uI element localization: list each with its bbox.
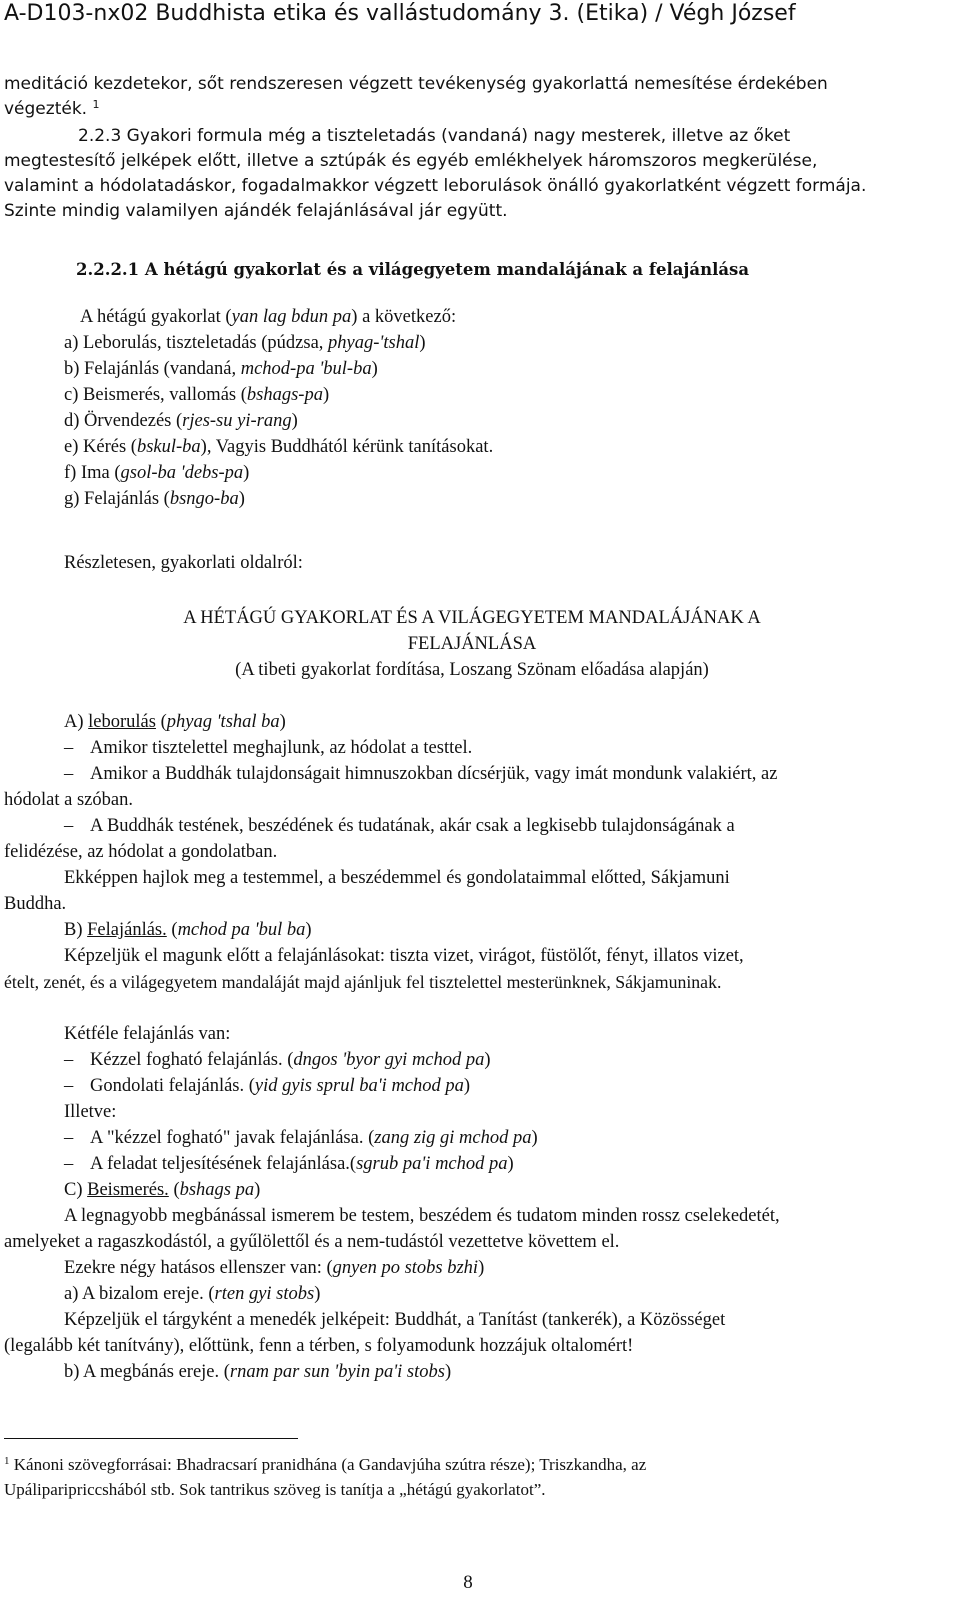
dash-bullet: – [64, 816, 74, 836]
page-number: 8 [463, 1572, 473, 1593]
list-item: b) Felajánlás (vandaná, mchod-pa 'bul-ba) [64, 359, 378, 379]
footnote-separator [4, 1438, 298, 1439]
list-item: b) A megbánás ereje. (rnam par sun 'byin pa'i stobs) [64, 1362, 452, 1382]
list-item: – Gondolati felajánlás. (yid gyis sprul ba'i mchod pa) [4, 1073, 956, 1099]
dash-bullet: – [64, 1154, 74, 1174]
list-item: e) Kérés (bskul-ba), Vagyis Buddhától kérünk tanításokat. [64, 437, 494, 457]
list-item: g) Felajánlás (bsngo-ba) [64, 489, 245, 509]
list-item: f) Ima (gsol-ba 'debs-pa) [64, 463, 250, 483]
list-item: – Kézzel fogható felajánlás. (dngos 'byor gyi mchod pa) [4, 1047, 956, 1073]
running-header: A-D103-nx02 Buddhista etika és vallástudomány 3. (Etika) / Végh József [4, 1, 796, 26]
list-item: d) Örvendezés (rjes-su yi-rang) [64, 411, 298, 431]
list-item: c) Beismerés, vallomás (bshags-pa) [64, 385, 330, 405]
part-b-label: B) Felajánlás. (mchod pa 'bul ba) [64, 920, 312, 940]
section-2-2-3: 2.2.3 Gyakori formula még a tiszteletadás (vandaná) nagy mesterek, illetve az őket megtestesítő jelképek előtt, illetve a sztúpák és egyéb emlékhelyek háromszoros megkerülése, valamint a hódolatadáskor, fogadalmakkor végzett leborulások önálló gyakorlatként végzett formája. Szinte mindig valamilyen ajándék felajánlásával jár együtt. [4, 126, 867, 221]
dash-bullet: – [64, 1050, 74, 1070]
intro-paragraph: meditáció kezdetekor, sőt rendszeresen végzett tevékenység gyakorlattá nemesítése érdekében végezték. $^1$ [4, 74, 828, 119]
list-item: – Amikor a Buddhák tulajdonságait himnuszokban dícsérjük, vagy imát mondunk valakiért, az [4, 761, 956, 787]
dash-bullet: – [64, 738, 74, 758]
list-item: a) Leborulás, tiszteletadás (púdzsa, phyag-'tshal) [64, 333, 426, 353]
footnote-mark: 1 [4, 1455, 10, 1467]
dash-bullet: – [64, 1128, 74, 1148]
part-a-prostration: A) leborulás (phyag 'tshal ba) – Amikor tisztelettel meghajlunk, az hódolat a testtel. – Amikor a Buddhák tulajdonságait himnuszokban dícsérjük, vagy imát mondunk valakiért, az hódolat a szóban. – A Buddhák testének, beszédének és tudatának, akár csak a legkisebb tulajdonságának a felidézése, az hódolat a gondolatban. Ekképpen hajlok meg a testemmel, a beszédemmel és gondolataimmal előtted, Sákjamuni Buddha. [4, 709, 956, 917]
part-c-confession: C) Beismerés. (bshags pa) A legnagyobb megbánással ismerem be testem, beszédem és tudatom minden rossz cselekedetét, amelyeket a ragaszkodástól, a gyűlölettől és a nem-tudástól vezettetve követtem el. Ezekre négy hatásos ellenszer van: (gnyen po stobs bzhi) a) A bizalom ereje. (rten gyi stobs) Képzeljük el tárgyként a menedék jelképeit: Buddhát, a Tanítást (tankerék), a Közösséget (legalább két tanítvány), előttünk, fenn a térben, s folyamodunk hozzájuk oltalomért! b) A megbánás ereje. (rnam par sun 'byin pa'i stobs) [4, 1177, 956, 1385]
list-item: a) A bizalom ereje. (rten gyi stobs) [64, 1284, 321, 1304]
detail-intro: Részletesen, gyakorlati oldalról: [64, 553, 303, 573]
list-item: – A feladat teljesítésének felajánlása.(sgrub pa'i mchod pa) [4, 1151, 956, 1177]
offering-kinds: Kétféle felajánlás van: – Kézzel fogható felajánlás. (dngos 'byor gyi mchod pa) – Gondolati felajánlás. (yid gyis sprul ba'i mchod pa) Illetve: – A "kézzel fogható" javak felajánlása. (zang zig gi mchod pa) – A feladat teljesítésének felajánlása.(sgrub pa'i mchod pa) [4, 1021, 956, 1177]
list-item: – Amikor tisztelettel meghajlunk, az hódolat a testtel. [4, 735, 956, 761]
centered-title: A HÉTÁGÚ GYAKORLAT ÉS A VILÁGEGYETEM MANDALÁJÁNAK A FELAJÁNLÁSA (A tibeti gyakorlat fordítása, Loszang Szönam előadása alapján) [183, 608, 761, 680]
list-item: – A "kézzel fogható" javak felajánlása. (zang zig gi mchod pa) [4, 1125, 956, 1151]
list-item: – A Buddhák testének, beszédének és tudatának, akár csak a legkisebb tulajdonságának a [4, 813, 956, 839]
part-c-label: C) Beismerés. (bshags pa) [64, 1180, 261, 1200]
part-a-label: A) leborulás (phyag 'tshal ba) [64, 712, 286, 732]
section-heading-2-2-2-1: 2.2.2.1 A hétágú gyakorlat és a világegyetem mandalájának a felajánlása [76, 260, 750, 279]
footnote-ref[interactable]: 1 [92, 98, 100, 111]
dash-bullet: – [64, 764, 74, 784]
list-intro: A hétágú gyakorlat (yan lag bdun pa) a következő: [80, 307, 457, 327]
dash-bullet: – [64, 1076, 74, 1096]
footnote: $^1$ Kánoni szövegforrásai: Bhadracsarí pranidhána (a Gandavjúha szútra része); Triszkandha, az Upáliparipriccshából stb. Sok tantrikus szöveg is tanítja a „hétágú gyakorlatot”. [4, 1455, 647, 1499]
seven-limb-list [4, 304, 956, 512]
part-b-offering: B) Felajánlás. (mchod pa 'bul ba) Képzeljük el magunk előtt a felajánlásokat: tiszta vizet, virágot, füstölőt, fényt, illatos vizet, ételt, zenét, és a világegyetem mandaláját majd ajánljuk fel tisztelettel mesterünknek, Sákjamuninak. [4, 917, 956, 995]
